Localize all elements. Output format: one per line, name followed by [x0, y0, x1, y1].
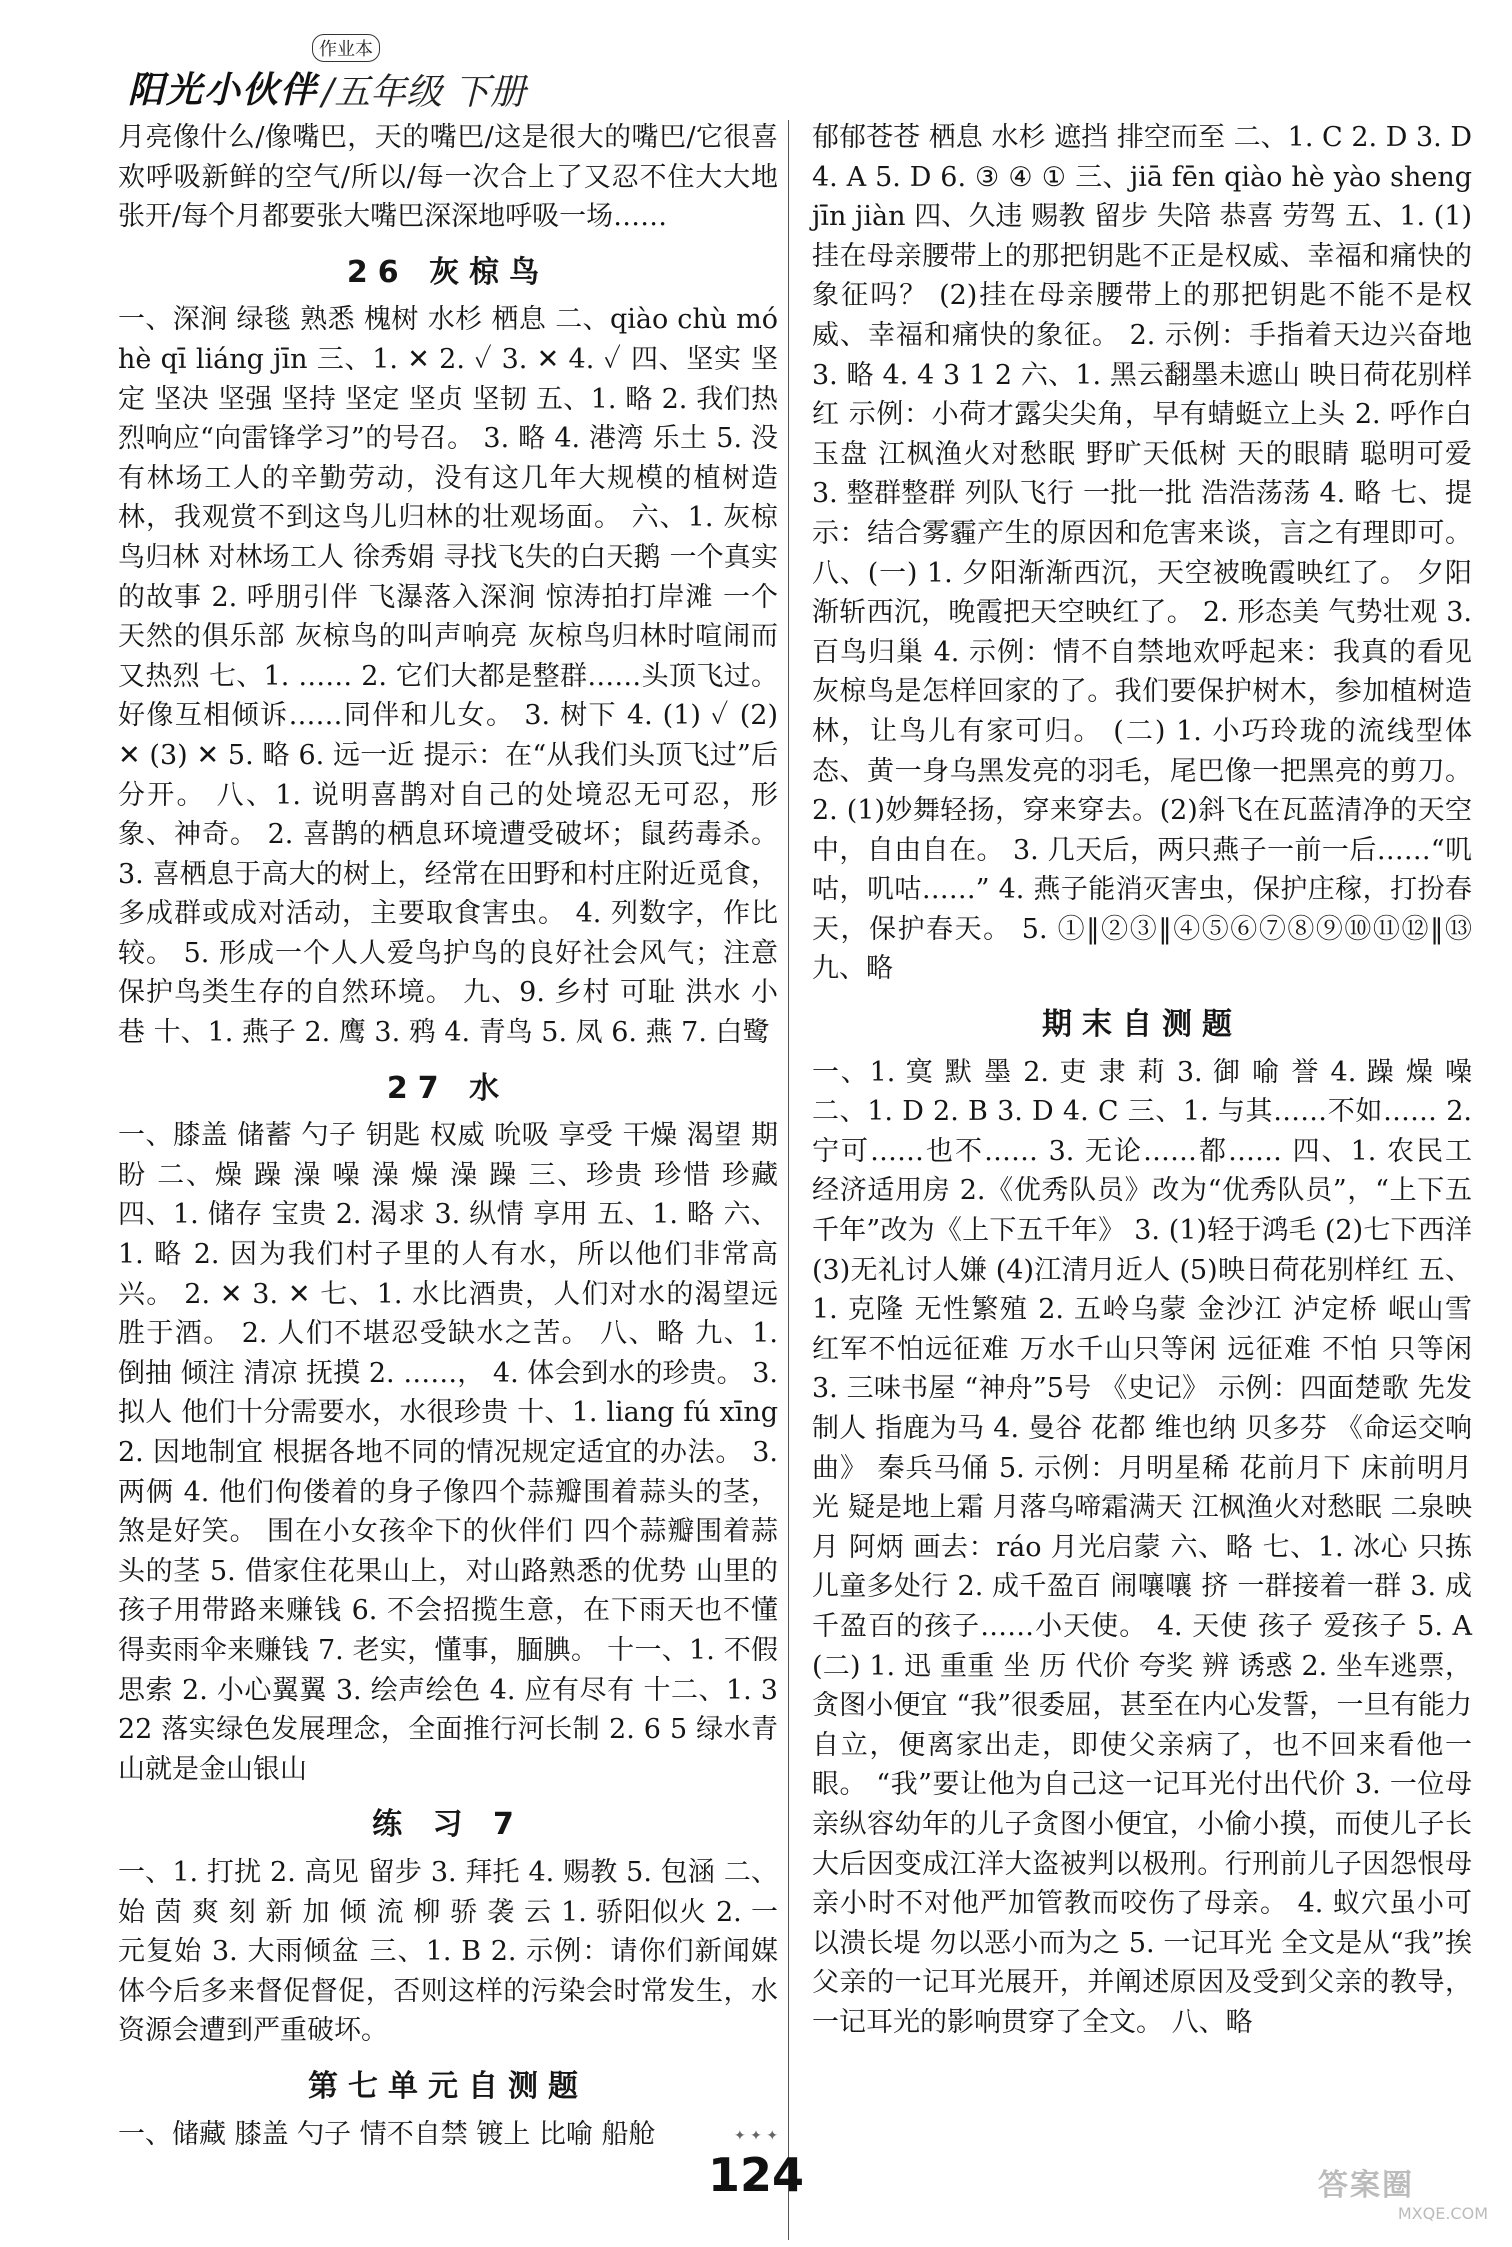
site-watermark [1318, 2160, 1488, 2240]
series-logo: 阳光小伙伴 [128, 70, 319, 111]
watermark-logo: 答案圈 [1318, 2168, 1414, 2203]
homework-badge: 作业本 [312, 34, 380, 62]
right-column [812, 118, 1472, 2043]
column-divider [788, 120, 789, 2240]
grade-label: /五年级 下册 [322, 72, 526, 113]
final-test-heading: 期末自测题 [1042, 1007, 1242, 1043]
watermark-url: MXQE.COM [1397, 2204, 1488, 2223]
lesson-27-answers: 一、膝盖 储蓄 勺子 钥匙 权威 吮吸 享受 干燥 渴望 期盼 二、燥 躁 澡 噪 澡 燥 澡 躁 三、珍贵 珍惜 珍藏 四、1. 储存 宝贵 2. 渴求 3. 纵情 享用 五、1. 略 六、1. 略 2. 因为我们村子里的人有水，所以他们非常高兴。 2. ✕ 3. ✕ 七、1. 水比酒贵，人们对水的渴望远胜于酒。 2. 人们不堪忍受缺水之苦。 八、略 九、1. 倒抽 倾注 清凉 抚摸 2. ……， 4. 体会到水的珍贵。 3. 拟人 他们十分需要水，水很珍贵 十、1. liang fú xīng 2. 因地制宜 根据各地不同的情况规定适宜的办法。 3. 两俩 4. 他们佝偻着的身子像四个蒜瓣围着蒜头的茎，煞是好笑。 围在小女孩伞下的伙伴们 四个蒜瓣围着蒜头的茎 5. 借家住花果山上，对山路熟悉的优势 山里的孩子用带路来赚钱 6. 不会招揽生意，在下雨天也不懂得卖雨伞来赚钱 7. 老实，懂事，腼腆。 十一、1. 不假思索 2. 小心翼翼 3. 绘声绘色 4. 应有尽有 十二、1. 3 22 落实绿色发展理念，全面推行河长制 2. 6 5 绿水青山就是金山银山 [118, 1120, 778, 1785]
lesson-26-answers: 一、深涧 绿毯 熟悉 槐树 水杉 栖息 二、qiào chù mó hè qī liáng jīn 三、1. ✕ 2. ✓ 3. ✕ 4. ✓ 四、坚实 坚定 坚决 坚强 坚持 坚定 坚贞 坚韧 五、1. 略 2. 我们热烈响应“向雷锋学习”的号召。 3. 略 4. 港湾 乐土 5. 没有林场工人的辛勤劳动，没有这几年大规模的植树造林，我观赏不到这鸟儿归林的壮观场面。 六、1. 灰椋鸟归林 对林场工人 徐秀娟 寻找飞失的白天鹅 一个真实的故事 2. 呼朋引伴 飞瀑落入深涧 惊涛拍打岸滩 一个天然的俱乐部 灰椋鸟的叫声响亮 灰椋鸟归林时喧闹而又热烈 七、1. …… 2. 它们大都是整群……头顶飞过。 好像互相倾诉……同伴和儿女。 3. 树下 4. (1) ✓ (2) ✕ (3) ✕ 5. 略 6. 远一近 提示：在“从我们头顶飞过”后分开。 八、1. 说明喜鹊对自己的处境忍无可忍，形象、神奇。 2. 喜鹊的栖息环境遭受破坏；鼠药毒杀。 3. 喜栖息于高大的树上，经常在田野和村庄附近觅食，多成群或成对活动，主要取食害虫。 4. 列数字，作比较。 5. 形成一个人人爱鸟护鸟的良好社会风气；注意保护鸟类生存的自然环境。 九、9. 乡村 可耻 洪水 小巷 十、1. 燕子 2. 鹰 3. 鸦 4. 青鸟 5. 凤 6. 燕 7. 白鹭 [118, 304, 778, 1049]
unit-7-test-answers: 一、储藏 膝盖 勺子 情不自禁 镀上 比喻 船舱 [118, 2118, 656, 2150]
left-column [118, 118, 778, 2154]
poem-answer-continued: 月亮像什么/像嘴巴，天的嘴巴/这是很大的嘴巴/它很喜欢呼吸新鲜的空气/所以/每一次合上了又忍不住大大地张开/每个月都要张大嘴巴深深地呼吸一场…… [118, 122, 778, 233]
exercise-7-answers: 一、1. 打扰 2. 高见 留步 3. 拜托 4. 赐教 5. 包涵 二、始 茵 爽 刻 新 加 倾 流 柳 骄 袭 云 1. 骄阳似火 2. 一元复始 3. 大雨倾盆 三、1. B 2. 示例：请你们新闻媒体今后多来督促督促，否则这样的污染会时常发生，水资源会遭到严重破坏。 [118, 1856, 778, 2047]
final-test-answers: 一、1. 寞 默 墨 2. 吏 隶 莉 3. 御 喻 誉 4. 躁 燥 噪 二、1. D 2. B 3. D 4. C 三、1. 与其……不如…… 2. 宁可……也不…… 3. 无论……都…… 四、1. 农民工 经济适用房 2.《优秀队员》改为“优秀队员”，“上下五千年”改为《上下五千年》 3. (1)轻于鸿毛 (2)七下西洋 (3)无礼讨人嫌 (4)江清月近人 (5)映日荷花别样红 五、1. 克隆 无性繁殖 2. 五岭乌蒙 金沙江 泸定桥 岷山雪 红军不怕远征难 万水千山只等闲 远征难 不怕 只等闲 3. 三味书屋 “神舟”5号 《史记》 示例：四面楚歌 先发制人 指鹿为马 4. 曼谷 花都 维也纳 贝多芬 《命运交响曲》 秦兵马俑 5. 示例：月明星稀 花前月下 床前明月光 疑是地上霜 月落乌啼霜满天 江枫渔火对愁眠 二泉映月 阿炳 画去：ráo 月光启蒙 六、略 七、1. 冰心 只拣儿童多处行 2. 成千盈百 闹嚷嚷 挤 一群接着一群 3. 成千盈百的孩子……小天使。 4. 天使 孩子 爱孩子 5. A (二) 1. 迅 重重 坐 历 代价 夸奖 辨 诱惑 2. 坐车逃票，贪图小便宜 “我”很委屈，甚至在内心发誓，一旦有能力自立，便离家出走，即使父亲病了，也不回来看他一眼。 “我”要让他为自己这一记耳光付出代价 3. 一位母亲纵容幼年的儿子贪图小便宜，小偷小摸，而使儿子长大后因变成江洋大盗被判以极刑。行刑前儿子因怨恨母亲小时不对他严加管教而咬伤了母亲。 4. 蚁穴虽小可以溃长堤 勿以恶小而为之 5. 一记耳光 全文是从“我”挨父亲的一记耳光展开，并阐述原因及受到父亲的教导，一记耳光的影响贯穿了全文。 八、略 [812, 1056, 1472, 2038]
exercise-7-heading: 练 习 7 [372, 1807, 524, 1843]
page-header [0, 0, 1512, 113]
page-number-ornament-icon: ✦ ✦ ✦ [733, 2128, 779, 2144]
page-number: 124 [707, 2148, 805, 2202]
lesson-27-heading: 27 水 [386, 1070, 510, 1106]
lesson-26-heading: 26 灰椋鸟 [346, 254, 550, 290]
unit-7-test-answers-continued: 郁郁苍苍 栖息 水杉 遮挡 排空而至 二、1. C 2. D 3. D 4. A 5. D 6. ③ ④ ① 三、jiā fēn qiào hè yào sheng jīn jiàn 四、久违 赐教 留步 失陪 恭喜 劳驾 五、1. (1)挂在母亲腰带上的那把钥匙不正是权威、幸福和痛快的象征吗？ (2)挂在母亲腰带上的那把钥匙不能不是权威、幸福和痛快的象征。 2. 示例：手指着天边兴奋地 3. 略 4. 4 3 1 2 六、1. 黑云翻墨未遮山 映日荷花别样红 示例：小荷才露尖尖角，早有蜻蜓立上头 2. 呼作白玉盘 江枫渔火对愁眠 野旷天低树 天的眼睛 聪明可爱 3. 整群整群 列队飞行 一批一批 浩浩荡荡 4. 略 七、提示：结合雾霾产生的原因和危害来谈，言之有理即可。 八、(一) 1. 夕阳渐渐西沉，天空被晚霞映红了。 夕阳渐斩西沉，晚霞把天空映红了。 2. 形态美 气势壮观 3. 百鸟归巢 4. 示例：情不自禁地欢呼起来：我真的看见灰椋鸟是怎样回家的了。我们要保护树木，参加植树造林，让鸟儿有家可归。 (二) 1. 小巧玲珑的流线型体态、黄一身乌黑发亮的羽毛，尾巴像一把黑亮的剪刀。 2. (1)妙舞轻扬，穿来穿去。(2)斜飞在瓦蓝清净的天空中，自由自在。 3. 几天后，两只燕子一前一后……“叽咕，叽咕……” 4. 燕子能消灭害虫，保护庄稼，打扮春天，保护春天。 5. ①‖②③‖④⑤⑥⑦⑧⑨⑩⑪⑫‖⑬ 九、略 [812, 122, 1472, 985]
unit-7-test-heading: 第七单元自测题 [308, 2068, 588, 2104]
